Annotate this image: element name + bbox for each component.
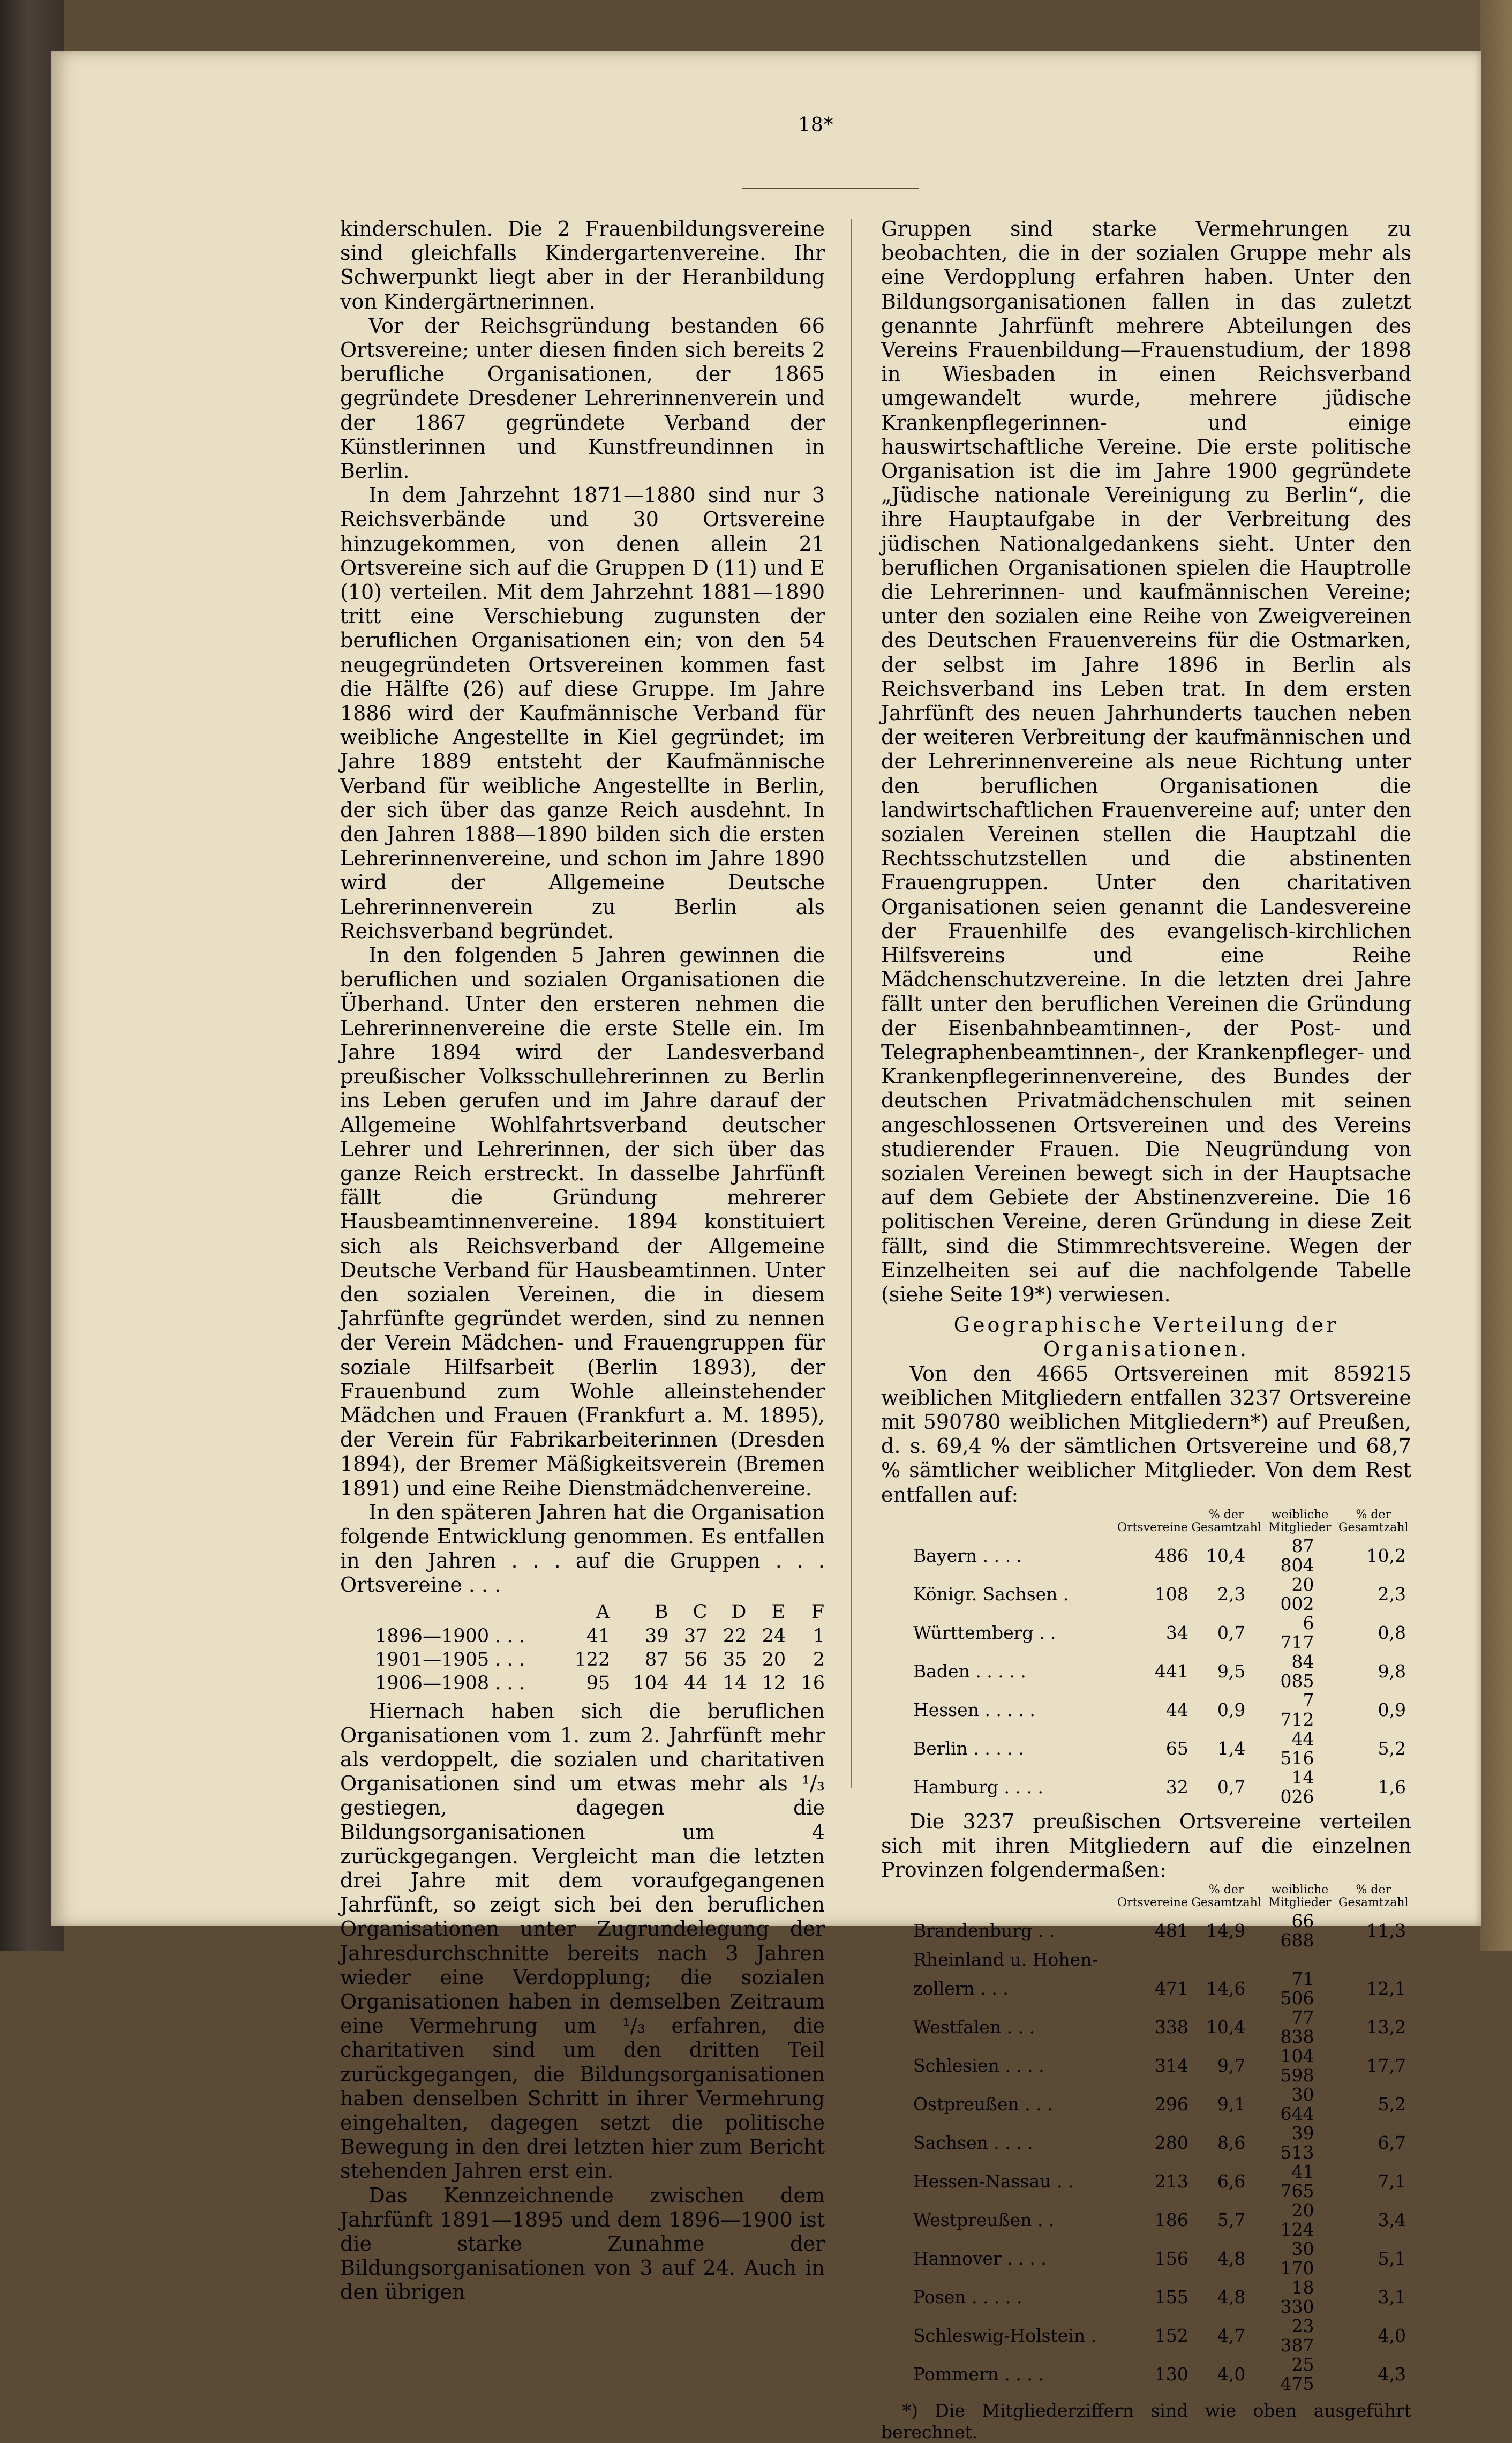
paragraph: Hiernach haben sich die beruflichen Organisationen vom 1. zum 2. Jahrfünft mehr als verdoppelt, die sozialen und charitativen Organisationen sind um etwas mehr als ¹/₃ gestiegen, dagegen die Bildungsorganisationen um 4 zurückgegangen. Vergleicht man die letzten drei Jahre mit dem voraufgegangenen Jahrfünft, so zeigt sich bei den beruflichen Organisationen unter Zugrundelegung der Jahresdurchschnitte bereits nach 3 Jahren wieder eine Verdopplung; die sozialen Organisationen haben in demselben Zeitraum eine Vermehrung um ¹/₃ erfahren, die charitativen sind um den dritten Teil zurückgegangen, die Bildungsorganisationen haben denselben Schritt in ihrer Vermehrung eingehalten, dagegen setzt die politische Bewegung in den drei letzten hier zum Bericht stehenden Jahren erst ein.: [340, 1699, 825, 2183]
table-cell: 12,1: [1366, 1978, 1406, 1999]
table-header: A: [596, 1601, 610, 1623]
paragraph: In den folgenden 5 Jahren gewinnen die beruflichen und sozialen Organisationen die Überhand. Unter den ersteren nehmen die Lehrerinnenvereine die erste Stelle ein. Im Jahre 1894 wird der Landesverband preußischer Volksschullehrerinnen zu Berlin ins Leben gerufen und im Jahre darauf der Allgemeine Wohlfahrtsverband deutscher Lehrer und Lehrerinnen, der sich über das ganze Reich erstreckt. In dasselbe Jahrfünft fällt die Gründung mehrerer Hausbeamtinnenvereine. 1894 konstituiert sich als Reichsverband der Allgemeine Deutsche Verband für Hausbeamtinnen. Unter den sozialen Vereinen, die in diesem Jahrfünfte gegründet werden, sind zu nennen der Verein Mädchen- und Frauengruppen für soziale Hilfsarbeit (Berlin 1893), der Frauenbund zum Wohle alleinstehender Mädchen und Frauen (Frankfurt a. M. 1895), der Verein für Fabrikarbeiterinnen (Dresden 1894), der Bremer Mäßigkeitsverein (Bremen 1891) und eine Reihe Dienstmädchenvereine.: [340, 943, 825, 1500]
table-cell: 156: [1154, 2248, 1188, 2269]
table-header-row: [881, 1883, 1411, 1912]
table-header: [881, 1883, 1117, 1912]
table-cell: 5,2: [1378, 1737, 1406, 1759]
table-cell: 6,6: [1217, 2171, 1246, 2192]
table-row: [881, 1537, 1411, 1575]
table-cell: 14,9: [1206, 1920, 1246, 1942]
row-label: Rheinland u. Hohen-: [913, 1949, 1098, 1970]
table-cell: 37: [683, 1625, 708, 1647]
table-row: [881, 1969, 1411, 2008]
table-row: [881, 2278, 1411, 2317]
table-cell: 2,3: [1378, 1583, 1406, 1605]
table-row: [881, 1614, 1411, 1652]
table-cell: 14: [723, 1672, 747, 1694]
table-cell: 10,2: [1366, 1545, 1406, 1566]
table-cell: 8,6: [1217, 2132, 1246, 2154]
table-cell: 104 598: [1280, 2045, 1314, 2086]
table-header: [881, 1508, 1117, 1537]
table-cell: 14 026: [1280, 1766, 1314, 1807]
row-label: Sachsen . . . .: [913, 2132, 1033, 2154]
table-header-row: [881, 1508, 1411, 1537]
table-cell: 7 712: [1280, 1689, 1314, 1730]
table-cell: 4,3: [1378, 2364, 1406, 2385]
table-cell: 14,6: [1206, 1978, 1246, 1999]
table-cell: 2: [813, 1648, 825, 1670]
table-cell: 9,7: [1217, 2055, 1246, 2077]
table-header-row: [340, 1600, 825, 1624]
row-label: Baden . . . . .: [913, 1660, 1026, 1682]
section-heading: Geographische Verteilung der Organisationen.: [953, 1313, 1339, 1361]
table-cell: 0,7: [1217, 1776, 1246, 1797]
table-cell: 296: [1154, 2094, 1188, 2115]
row-label: Königr. Sachsen .: [913, 1583, 1069, 1605]
table-header: % der Gesamtzahl: [1338, 1508, 1409, 1534]
table-cell: 4,8: [1217, 2287, 1246, 2308]
table-row: [881, 2047, 1411, 2085]
table-row: [881, 1652, 1411, 1691]
states-table: [881, 1508, 1411, 1807]
table-cell: 7,1: [1378, 2171, 1406, 2192]
paragraph: Das Kennzeichnende zwischen dem Jahrfünft 1891—1895 und dem 1896—1900 ist die starke Zunahme der Bildungsorganisationen von 3 auf 24. Auch in den übrigen: [340, 2183, 825, 2304]
table-cell: 20 002: [1280, 1573, 1314, 1614]
row-label: Bayern . . . .: [913, 1545, 1022, 1566]
paragraph: Die 3237 preußischen Ortsvereine verteilen sich mit ihren Mitgliedern auf die einzelnen Provinzen folgendermaßen:: [881, 1809, 1411, 1882]
table-cell: 0,7: [1217, 1622, 1246, 1643]
table-cell: 44 516: [1280, 1728, 1314, 1768]
table-cell: 108: [1154, 1583, 1188, 1605]
table-row: [881, 2124, 1411, 2162]
row-label: Westpreußen . .: [913, 2209, 1055, 2231]
row-label: Württemberg . .: [913, 1622, 1056, 1643]
table-cell: 17,7: [1366, 2055, 1406, 2077]
paragraph: In den späteren Jahren hat die Organisation folgende Entwicklung genommen. Es entfallen in den Jahren . . . auf die Gruppen . . . Ortsvereine . . .: [340, 1500, 825, 1597]
row-label: Brandenburg . .: [913, 1920, 1055, 1942]
table-cell: 1,6: [1378, 1776, 1406, 1797]
table-cell: 0,9: [1378, 1699, 1406, 1720]
table-cell: 77 838: [1280, 2007, 1314, 2048]
row-label: Hessen-Nassau . .: [913, 2171, 1074, 2192]
table-header: weibliche Mitglieder: [1268, 1508, 1332, 1534]
table-row: [881, 1768, 1411, 1807]
row-label: Schleswig-Holstein .: [913, 2325, 1097, 2347]
table-header: % der Gesamtzahl: [1338, 1883, 1409, 1910]
header-rule: [742, 188, 919, 189]
table-cell: 41: [586, 1625, 611, 1647]
table-cell: 87 804: [1280, 1535, 1314, 1576]
table-cell: 9,5: [1217, 1660, 1246, 1682]
table-cell: 155: [1154, 2287, 1188, 2308]
table-cell: 56: [683, 1648, 708, 1670]
table-cell: 5,7: [1217, 2209, 1246, 2231]
table-cell: 13,2: [1366, 2017, 1406, 2038]
row-label: Pommern . . . .: [913, 2364, 1044, 2385]
page-number: 18*: [798, 114, 834, 136]
table-cell: 4,0: [1217, 2364, 1246, 2385]
row-label: 1901—1905 . . .: [375, 1648, 525, 1670]
row-label: Hamburg . . . .: [913, 1776, 1043, 1797]
table-cell: 486: [1154, 1545, 1188, 1566]
table-cell: 5,1: [1378, 2248, 1406, 2269]
paragraph: kinderschulen. Die 2 Frauenbildungsvereine sind gleichfalls Kindergartenvereine. Ihr Schwerpunkt liegt aber in der Heranbildung von Kindergärtnerinnen.: [340, 217, 825, 313]
table-cell: 441: [1154, 1660, 1188, 1682]
table-cell: 20 124: [1280, 2200, 1314, 2240]
table-cell: 11,3: [1366, 1920, 1406, 1942]
table-cell: 24: [762, 1625, 786, 1647]
table-cell: 4,8: [1217, 2248, 1246, 2269]
row-label: Schlesien . . . .: [913, 2055, 1044, 2077]
table-cell: 25 475: [1280, 2354, 1314, 2395]
provinces-table: [881, 1883, 1411, 2394]
row-label: 1906—1908 . . .: [375, 1672, 525, 1694]
table-row: [881, 1575, 1411, 1614]
table-cell: 84 085: [1280, 1651, 1314, 1691]
table-row: [881, 2201, 1411, 2239]
table-cell: 0,8: [1378, 1622, 1406, 1643]
table-cell: [1188, 1950, 1264, 1969]
table-cell: 186: [1154, 2209, 1188, 2231]
table-cell: 104: [633, 1672, 669, 1694]
table-row: [340, 1672, 825, 1695]
table-row: [881, 2008, 1411, 2047]
table-cell: [1117, 1950, 1188, 1969]
table-cell: 481: [1154, 1920, 1188, 1942]
table-header: % der Gesamtzahl: [1191, 1883, 1261, 1910]
table-cell: 66 688: [1280, 1910, 1314, 1951]
row-label: Hessen . . . . .: [913, 1699, 1035, 1720]
table-header: E: [771, 1601, 786, 1623]
groups-table: [340, 1600, 825, 1695]
table-cell: 30 644: [1280, 2084, 1314, 2125]
table-cell: 280: [1154, 2132, 1188, 2154]
table-cell: 152: [1154, 2325, 1188, 2347]
book-edge: [1480, 0, 1512, 1951]
table-cell: 338: [1154, 2017, 1188, 2038]
column-divider: [851, 219, 852, 1788]
paragraph: Von den 4665 Ortsvereinen mit 859215 weiblichen Mitgliedern entfallen 3237 Ortsvereine mit 590780 weiblichen Mitgliedern*) auf Preußen, d. s. 69,4 % der sämtlichen Ortsvereine und 68,7 % sämtlicher weiblicher Mitglieder. Von dem Rest entfallen auf:: [881, 1361, 1411, 1507]
table-cell: 39 513: [1280, 2123, 1314, 2163]
table-cell: 44: [1165, 1699, 1188, 1720]
paragraph: In dem Jahrzehnt 1871—1880 sind nur 3 Reichsverbände und 30 Ortsvereine hinzugekommen, von denen allein 21 Ortsvereine sich auf die Gruppen D (11) und E (10) verteilen. Mit dem Jahrzehnt 1881—1890 tritt eine Verschiebung zugunsten der beruflichen Organisationen ein; von den 54 neugegründeten Ortsvereinen kommen fast die Hälfte (26) auf diese Gruppe. Im Jahre 1886 wird der Kaufmännische Verband für weibliche Angestellte in Kiel gegründet; im Jahre 1889 entsteht der Kaufmännische Verband für weibliche Angestellte in Berlin, der sich über das ganze Reich ausdehnt. In den Jahren 1888—1890 bilden sich die ersten Lehrerinnenvereine, und schon im Jahre 1890 wird der Allgemeine Deutsche Lehrerinnenverein zu Berlin als Reichsverband begründet.: [340, 483, 825, 943]
table-cell: 65: [1165, 1737, 1188, 1759]
paragraph: Gruppen sind starke Vermehrungen zu beobachten, die in der sozialen Gruppe mehr als eine Verdopplung erfahren haben. Unter den Bildungsorganisationen fallen in das zuletzt genannte Jahrfünft mehrere Abteilungen des Vereins Frauenbildung—Frauenstudium, der 1898 in Wiesbaden in einen Reichsverband umgewandelt wurde, mehrere jüdische Krankenpflegerinnen- und einige hauswirtschaftliche Vereine. Die erste politische Organisation ist die im Jahre 1900 gegründete „Jüdische nationale Vereinigung zu Berlin“, die ihre Hauptaufgabe in der Verbreitung des jüdischen Nationalgedankens sieht. Unter den beruflichen Organisationen spielen die Hauptrolle die Lehrerinnen- und kaufmännischen Vereine; unter den sozialen eine Reihe von Zweigvereinen des Deutschen Frauenvereins für die Ostmarken, der selbst im Jahre 1896 in Berlin als Reichsverband ins Leben trat. In dem ersten Jahrfünft des neuen Jahrhunderts tauchen neben der weiteren Verbreitung der kaufmännischen und der Lehrerinnenvereine als neue Richtung unter den beruflichen Organisationen die landwirtschaftlichen Frauenvereine auf; unter den sozialen Vereinen stellen die Hauptzahl die Rechtsschutzstellen und die abstinenten Frauengruppen. Unter den charitativen Organisationen seien genannt die Landesvereine der Frauenhilfe des evangelisch-kirchlichen Hilfsvereins und eine Reihe Mädchenschutzvereine. In die letzten drei Jahre fällt unter den beruflichen Vereinen die Gründung der Eisenbahnbeamtinnen-, der Post- und Telegraphenbeamtinnen-, der Krankenpfleger- und Krankenpflegerinnenvereine, des Bundes der deutschen Privatmädchenschulen mit seinen angeschlossenen Ortsvereinen und des Vereins studierender Frauen. Die Neugründung von sozialen Vereinen bewegt sich in der Hauptsache auf dem Gebiete der Abstinenzvereine. Die 16 politischen Vereine, deren Gründung in diese Zeit fällt, sind die Stimmrechtsvereine. Wegen der Einzelheiten sei auf die nachfolgende Tabelle (siehe Seite 19*) verwiesen.: [881, 217, 1411, 1306]
table-cell: 32: [1165, 1776, 1188, 1797]
table-row: [881, 2239, 1411, 2278]
row-label: Posen . . . . .: [913, 2287, 1022, 2308]
table-cell: 471: [1154, 1978, 1188, 1999]
table-cell: 4,0: [1378, 2325, 1406, 2347]
table-header: Ortsvereine: [1117, 1896, 1188, 1910]
row-label: Westfalen . . .: [913, 2017, 1035, 2038]
table-cell: 20: [762, 1648, 786, 1670]
table-cell: 5,2: [1378, 2094, 1406, 2115]
table-header: C: [693, 1601, 708, 1623]
table-cell: 95: [586, 1672, 611, 1694]
table-cell: 0,9: [1217, 1699, 1246, 1720]
table-cell: 87: [644, 1648, 669, 1670]
table-cell: 130: [1154, 2364, 1188, 2385]
table-row: [881, 2162, 1411, 2201]
row-label: Ostpreußen . . .: [913, 2094, 1053, 2115]
table-cell: 12: [762, 1672, 786, 1694]
table-cell: 2,3: [1217, 1583, 1246, 1605]
footnote: *) Die Mitgliederziffern sind wie oben ausgeführt berechnet.: [881, 2400, 1411, 2443]
table-row: [340, 1648, 825, 1672]
table-cell: 9,1: [1217, 2094, 1246, 2115]
table-cell: 1: [813, 1625, 825, 1647]
table-header: D: [731, 1601, 747, 1623]
table-row: [881, 2317, 1411, 2355]
table-cell: 30 170: [1280, 2238, 1314, 2279]
table-cell: 6,7: [1378, 2132, 1406, 2154]
table-header: % der Gesamtzahl: [1191, 1508, 1261, 1534]
table-cell: [1264, 1950, 1335, 1969]
table-cell: 314: [1154, 2055, 1188, 2077]
table-header: F: [811, 1601, 824, 1623]
row-label: 1896—1900 . . .: [375, 1625, 525, 1647]
table-row: [881, 1729, 1411, 1768]
table-cell: 23 387: [1280, 2315, 1314, 2356]
table-cell: 4,7: [1217, 2325, 1246, 2347]
table-header: [340, 1600, 552, 1624]
paragraph: Vor der Reichsgründung bestanden 66 Ortsvereine; unter diesen finden sich bereits 2 berufliche Organisationen, der 1865 gegründete Dresdener Lehrerinnenverein und der 1867 gegründete Verband der Künstlerinnen und Kunstfreundinnen in Berlin.: [340, 313, 825, 483]
table-cell: [1336, 1950, 1412, 1969]
table-cell: 122: [574, 1648, 611, 1670]
table-cell: 213: [1154, 2171, 1188, 2192]
table-header: weibliche Mitglieder: [1268, 1883, 1332, 1910]
table-row: [881, 1912, 1411, 1950]
table-cell: 35: [723, 1648, 747, 1670]
table-cell: 39: [644, 1625, 669, 1647]
table-row: [881, 2355, 1411, 2394]
table-cell: 71 506: [1280, 1968, 1314, 2009]
table-header: Ortsvereine: [1117, 1520, 1188, 1534]
table-cell: 3,1: [1378, 2287, 1406, 2308]
table-cell: 3,4: [1378, 2209, 1406, 2231]
table-row: [881, 1691, 1411, 1729]
table-row: [340, 1624, 825, 1648]
right-column: [881, 217, 1411, 2443]
table-header: B: [654, 1601, 668, 1623]
footnote-rule: [881, 2397, 988, 2398]
table-cell: 9,8: [1378, 1660, 1406, 1682]
table-row: [881, 2085, 1411, 2124]
table-cell: 1,4: [1217, 1737, 1246, 1759]
table-row: [881, 1950, 1411, 1969]
table-cell: 6 717: [1280, 1612, 1314, 1653]
table-cell: 10,4: [1206, 2017, 1246, 2038]
row-label: Hannover . . . .: [913, 2248, 1047, 2269]
row-label: Berlin . . . . .: [913, 1737, 1024, 1759]
table-cell: 44: [683, 1672, 708, 1694]
table-cell: 22: [723, 1625, 747, 1647]
row-label: zollern . . .: [913, 1978, 1009, 1999]
table-cell: 18 330: [1280, 2277, 1314, 2318]
table-cell: 34: [1165, 1622, 1188, 1643]
table-cell: 41 765: [1280, 2161, 1314, 2202]
left-column: [340, 217, 825, 2305]
table-cell: 16: [801, 1672, 825, 1694]
table-cell: 10,4: [1206, 1545, 1246, 1566]
